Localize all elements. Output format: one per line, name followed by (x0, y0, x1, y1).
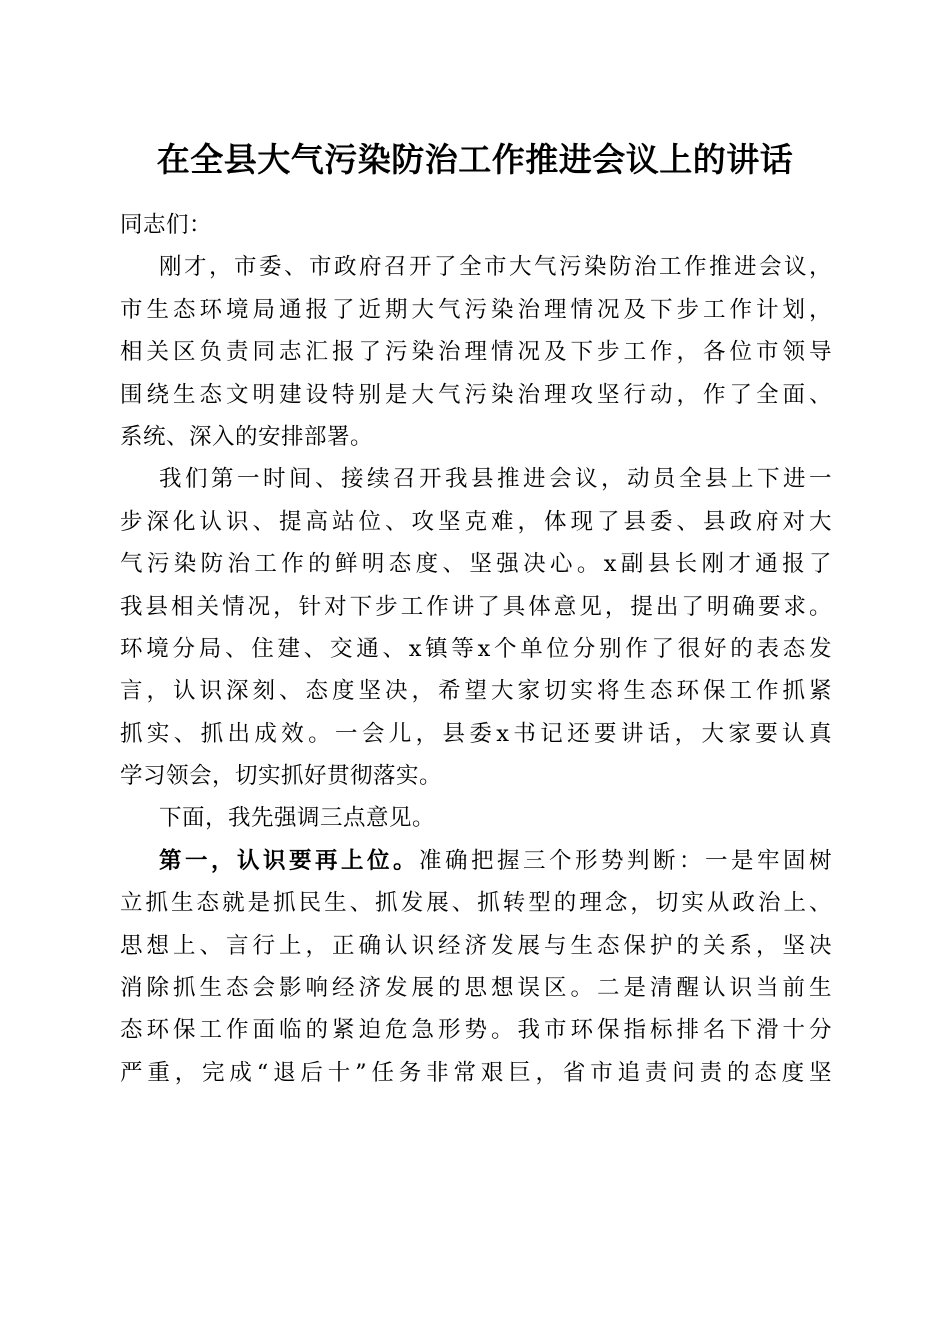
paragraph-line: 围绕生态文明建设特别是大气污染治理攻坚行动，作了全面、 (120, 381, 832, 408)
paragraph-line: 言，认识深刻、态度坚决，希望大家切实将生态环保工作抓紧 (120, 678, 832, 705)
document-title: 在全县大气污染防治工作推进会议上的讲话 (156, 140, 794, 179)
paragraph-line: 立抓生态就是抓民生、抓发展、抓转型的理念，切实从政治上、 (120, 890, 832, 917)
paragraph-line: 系统、深入的安排部署。 (120, 423, 374, 450)
paragraph-line: 相关区负责同志汇报了污染治理情况及下步工作，各位市领导 (120, 339, 832, 366)
paragraph-line: 气污染防治工作的鲜明态度、坚强决心。x副县长刚才通报了 (120, 551, 832, 578)
paragraph-line: 步深化认识、提高站位、攻坚克难，体现了县委、县政府对大 (120, 508, 832, 535)
paragraph-line: 我们第一时间、接续召开我县推进会议，动员全县上下进一 (159, 466, 832, 493)
paragraph-line: 我县相关情况，针对下步工作讲了具体意见，提出了明确要求。 (120, 593, 832, 620)
paragraph-line: 消除抓生态会影响经济发展的思想误区。二是清醒认识当前生 (120, 975, 832, 1002)
paragraph-line: 严重，完成“退后十”任务非常艰巨，省市追责问责的态度坚 (120, 1059, 832, 1086)
paragraph-line: 下面，我先强调三点意见。 (159, 805, 436, 832)
paragraph-line: 抓实、抓出成效。一会儿，县委x书记还要讲话，大家要认真 (120, 720, 832, 747)
salutation: 同志们： (120, 212, 213, 238)
paragraph-line-with-lead (120, 840, 832, 882)
paragraph-line: 思想上、言行上，正确认识经济发展与生态保护的关系，坚决 (120, 932, 832, 959)
paragraph-line: 环境分局、住建、交通、x镇等x个单位分别作了很好的表态发 (120, 635, 832, 662)
paragraph-line: 学习领会，切实抓好贯彻落实。 (120, 763, 443, 790)
paragraph-line: 市生态环境局通报了近期大气污染治理情况及下步工作计划， (120, 296, 832, 323)
paragraph-line: 态环保工作面临的紧迫危急形势。我市环保指标排名下滑十分 (120, 1017, 832, 1044)
document-body (120, 204, 832, 1094)
paragraph-line: 刚才，市委、市政府召开了全市大气污染防治工作推进会议， (159, 254, 832, 281)
section-heading: 第一，认识要再上位。 (159, 847, 419, 874)
paragraph-line-text: 准确把握三个形势判断：一是牢固树 (419, 847, 832, 874)
